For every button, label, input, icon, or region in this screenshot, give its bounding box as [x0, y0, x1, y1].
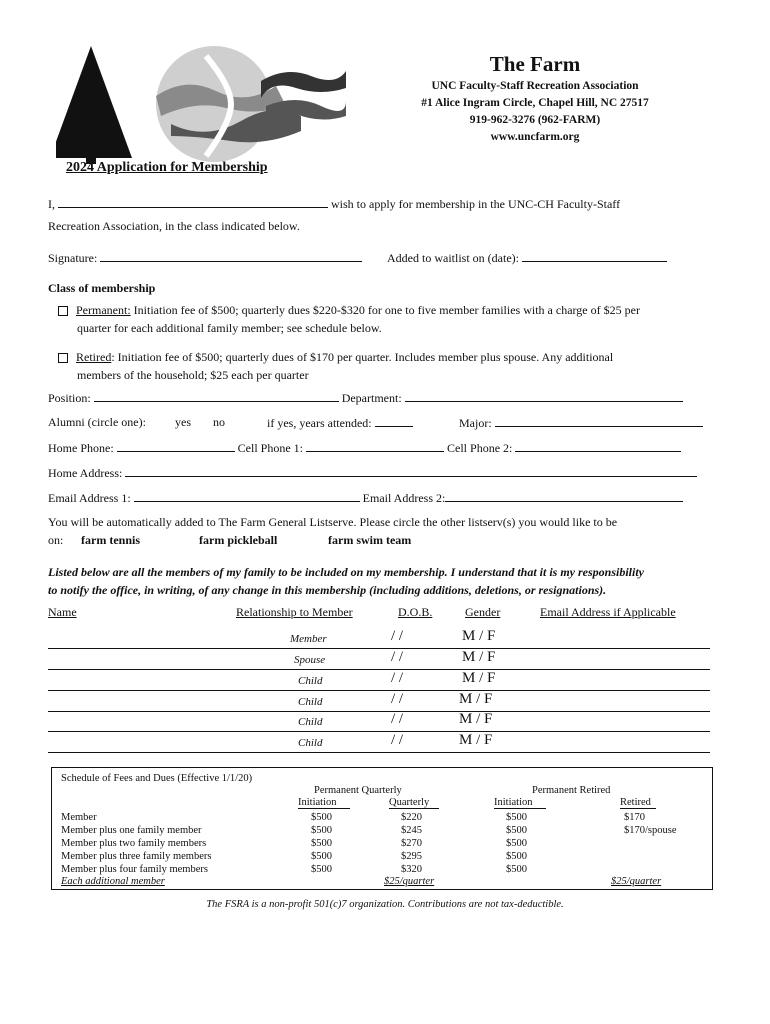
alumni-label: Alumni (circle one): — [48, 415, 146, 429]
schedule-cell: $500 — [506, 825, 527, 836]
additional-ret: $25/quarter — [611, 876, 662, 887]
alumni-yes-option[interactable]: yes — [175, 415, 191, 429]
ret-group-label: Permanent Retired — [532, 785, 611, 796]
years-field[interactable] — [375, 415, 413, 427]
cell1-label: Cell Phone 1: — [237, 441, 304, 455]
schedule-row-label: Member — [61, 812, 97, 823]
home-address-field[interactable] — [125, 465, 697, 477]
family-note-1: Listed below are all the members of my family to be included on my membership. I understand that it is my responsibility — [48, 565, 644, 579]
listserv-pickleball-option[interactable]: farm pickleball — [199, 533, 278, 547]
schedule-row-label: Member plus four family members — [61, 864, 208, 875]
applicant-name-field[interactable] — [58, 196, 328, 208]
home-phone-label: Home Phone: — [48, 441, 114, 455]
email2-field[interactable] — [445, 490, 683, 502]
position-label: Position: — [48, 391, 91, 405]
col-name: Name — [48, 605, 77, 619]
listserv-on: on: — [48, 533, 64, 547]
signature-label: Signature: — [48, 251, 98, 265]
schedule-cell: $500 — [506, 864, 527, 875]
farm-logo — [56, 46, 346, 164]
listserv-text: You will be automatically added to The Farm General Listserve. Please circle the other listserv(s) you would like to be — [48, 515, 618, 529]
signature-field[interactable] — [100, 250, 362, 262]
col-relationship: Relationship to Member — [236, 605, 353, 619]
assoc-name: UNC Faculty-Staff Recreation Association — [431, 80, 639, 92]
sub-retired: Retired — [620, 797, 656, 809]
additional-label: Each additional member — [61, 876, 165, 887]
footer-note: The FSRA is a non-profit 501(c)7 organization. Contributions are not tax-deductible. — [206, 899, 564, 910]
sub-initiation-perm: Initiation — [298, 797, 350, 809]
schedule-cell: $500 — [311, 838, 332, 849]
family-row[interactable]: Member / / M / F — [48, 632, 710, 649]
cell2-label: Cell Phone 2: — [447, 441, 513, 455]
retired-label: Retired — [76, 350, 112, 364]
permanent-checkbox[interactable] — [58, 306, 68, 316]
home-address-label: Home Address: — [48, 466, 123, 480]
email1-field[interactable] — [134, 490, 360, 502]
alumni-no-option[interactable]: no — [213, 415, 225, 429]
listserv-tennis-option[interactable]: farm tennis — [81, 533, 140, 547]
schedule-cell: $170/spouse — [624, 825, 677, 836]
intro-text: wish to apply for membership in the UNC-CH Faculty-Staff — [331, 197, 621, 211]
col-email: Email Address if Applicable — [540, 605, 676, 619]
schedule-row-label: Member plus one family member — [61, 825, 202, 836]
fee-schedule — [51, 767, 713, 890]
schedule-cell: $245 — [401, 825, 422, 836]
schedule-cell: $500 — [311, 812, 332, 823]
family-row[interactable]: Child / / M / F — [48, 736, 710, 753]
schedule-cell: $320 — [401, 864, 422, 875]
schedule-cell: $500 — [311, 864, 332, 875]
retired-text-2: members of the household; $25 each per quarter — [77, 368, 309, 382]
email1-label: Email Address 1: — [48, 491, 131, 505]
family-row[interactable]: Child / / M / F — [48, 695, 710, 712]
family-row[interactable]: Child / / M / F — [48, 715, 710, 732]
schedule-cell: $500 — [311, 825, 332, 836]
major-field[interactable] — [495, 415, 703, 427]
family-note-2: to notify the office, in writing, of any change in this membership (including additions, deletions, or resignations). — [48, 583, 607, 597]
schedule-cell: $220 — [401, 812, 422, 823]
years-label: if yes, years attended: — [267, 416, 372, 430]
cell1-field[interactable] — [306, 440, 444, 452]
schedule-cell: $170 — [624, 812, 645, 823]
family-row[interactable]: Spouse / / M / F — [48, 653, 710, 670]
department-label: Department: — [341, 391, 402, 405]
retired-text: : Initiation fee of $500; quarterly dues of $170 per quarter. Includes member plus spouse. Any additional — [111, 350, 614, 364]
sub-quarterly: Quarterly — [389, 797, 439, 809]
permanent-text-2: quarter for each additional family member; see schedule below. — [77, 321, 382, 335]
intro-line2: Recreation Association, in the class indicated below. — [48, 219, 300, 233]
additional-perm: $25/quarter — [384, 876, 435, 887]
class-heading: Class of membership — [48, 281, 156, 295]
org-phone: 919-962-3276 (962-FARM) — [469, 114, 601, 126]
waitlist-date-field[interactable] — [522, 250, 667, 262]
permanent-text: Initiation fee of $500; quarterly dues $220-$320 for one to five member families with a charge of $25 per — [133, 303, 640, 317]
major-label: Major: — [459, 416, 492, 430]
schedule-cell: $500 — [506, 838, 527, 849]
schedule-cell: $500 — [311, 851, 332, 862]
org-website: www.uncfarm.org — [490, 131, 580, 143]
schedule-cell: $295 — [401, 851, 422, 862]
listserv-swim-option[interactable]: farm swim team — [328, 533, 412, 547]
col-gender: Gender — [465, 605, 501, 619]
perm-group-label: Permanent Quarterly — [314, 785, 402, 796]
schedule-cell: $500 — [506, 851, 527, 862]
sub-initiation-ret: Initiation — [494, 797, 546, 809]
waitlist-label: Added to waitlist on (date): — [387, 251, 519, 265]
family-row[interactable]: Child / / M / F — [48, 674, 710, 691]
schedule-row-label: Member plus two family members — [61, 838, 207, 849]
schedule-title: Schedule of Fees and Dues (Effective 1/1/20) — [61, 773, 253, 784]
cell2-field[interactable] — [515, 440, 681, 452]
schedule-row-label: Member plus three family members — [61, 851, 212, 862]
department-field[interactable] — [405, 390, 683, 402]
schedule-cell: $270 — [401, 838, 422, 849]
permanent-label: Permanent: — [76, 303, 131, 317]
schedule-cell: $500 — [506, 812, 527, 823]
org-address: #1 Alice Ingram Circle, Chapel Hill, NC 27517 — [421, 97, 649, 109]
email2-label: Email Address 2: — [362, 491, 446, 505]
position-field[interactable] — [94, 390, 339, 402]
org-name: The Farm — [489, 52, 581, 76]
retired-checkbox[interactable] — [58, 353, 68, 363]
col-dob: D.O.B. — [398, 605, 433, 619]
form-title: 2024 Application for Membership — [66, 160, 268, 175]
intro-prefix: I, — [48, 197, 55, 211]
home-phone-field[interactable] — [117, 440, 235, 452]
